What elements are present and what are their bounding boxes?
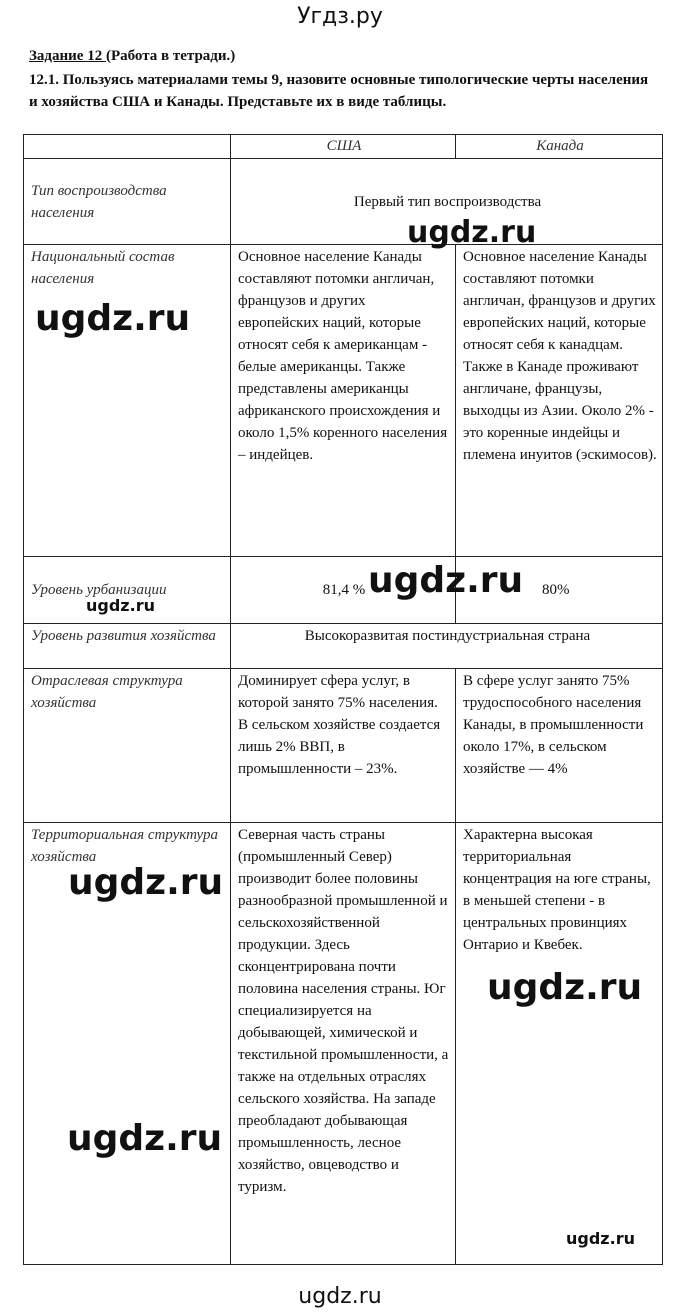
cell-ethnic-usa: Основное население Канады составляют потомки англичан, французов и других европейских наций, которые относят себя к американцам - белые американцы. Также представлены американцы африканского происхождения и около 1,5% коренного населения – индейцев.: [231, 245, 456, 557]
table-row: [24, 159, 663, 245]
task-title: [29, 48, 235, 65]
row-label-sector-structure: Отраслевая структура хозяйства: [24, 669, 231, 823]
cell-territorial-structure-canada: Характерна высокая территориальная концентрация на юге страны, в меньшей степени - в центральных провинциях Онтарио и Квебек.: [456, 823, 663, 1265]
table-row: [24, 669, 663, 823]
row-label-ethnic: Национальный состав населения: [24, 245, 231, 557]
task-question: 12.1. Пользуясь материалами темы 9, назовите основные типологические черты населения и хозяйства США и Канады. Представьте их в виде таблицы.: [29, 72, 649, 110]
cell-ethnic-canada: Основное население Канады составляют потомки англичан, французов и других европейских наций, которые относят себя к канадцам. Также в Канаде проживают англичане, французы, выходцы из Азии. Около 2% - это коренные индейцы и племена инуитов (эскимосов).: [456, 245, 663, 557]
row-label-territorial-structure: Территориальная структура хозяйства: [24, 823, 231, 1265]
watermark: ugdz.ru: [566, 1229, 635, 1248]
cell-urbanization-canada: 80%: [456, 557, 663, 624]
cell-urbanization-usa: 81,4 %: [231, 557, 456, 624]
watermark: ugdz.ru: [407, 215, 537, 250]
header-cell-empty: [24, 135, 231, 159]
site-header-title: Угдз.ру: [297, 4, 383, 29]
header-cell-usa: США: [231, 135, 456, 159]
watermark: ugdz.ru: [35, 298, 191, 339]
site-footer-url: ugdz.ru: [298, 1284, 382, 1309]
cell-sector-structure-usa: Доминирует сфера услуг, в которой занято 75% населения. В сельском хозяйстве создается лишь 2% ВВП, в промышленности – 23%.: [231, 669, 456, 823]
task-number: Задание 12: [29, 48, 106, 64]
watermark: ugdz.ru: [368, 560, 524, 601]
watermark: ugdz.ru: [86, 596, 155, 615]
row-label-urbanization: Уровень урбанизации: [24, 557, 231, 624]
row-label-economy-level: Уровень развития хозяйства: [24, 624, 231, 669]
watermark: ugdz.ru: [487, 967, 643, 1008]
cell-economy-level-value: Высокоразвитая постиндустриальная страна: [231, 624, 663, 669]
row-label-reproduction: Тип воспроизводства населения: [24, 159, 231, 245]
table-row: [24, 624, 663, 669]
watermark: ugdz.ru: [68, 862, 224, 903]
cell-territorial-structure-usa: Северная часть страны (промышленный Север) производит более половины разнообразной промышленной и сельскохозяйственной продукции. Здесь сконцентрирована почти половина населения страны. Юг специализируется на добывающей, химической и текстильной промышленности, а также на отдельных отраслях сельского хозяйства. На западе преобладают добывающая промышленность, лесное хозяйство, овцеводство и туризм.: [231, 823, 456, 1265]
header-cell-canada: Канада: [456, 135, 663, 159]
cell-sector-structure-canada: В сфере услуг занято 75% трудоспособного населения Канады, в промышленности около 17%, в сельском хозяйстве — 4%: [456, 669, 663, 823]
cell-reproduction-value: Первый тип воспроизводства: [231, 159, 663, 245]
table-header-row: [24, 135, 663, 159]
table-row: [24, 245, 663, 557]
task-mode: (Работа в тетради.): [105, 48, 236, 64]
watermark: ugdz.ru: [67, 1118, 223, 1159]
